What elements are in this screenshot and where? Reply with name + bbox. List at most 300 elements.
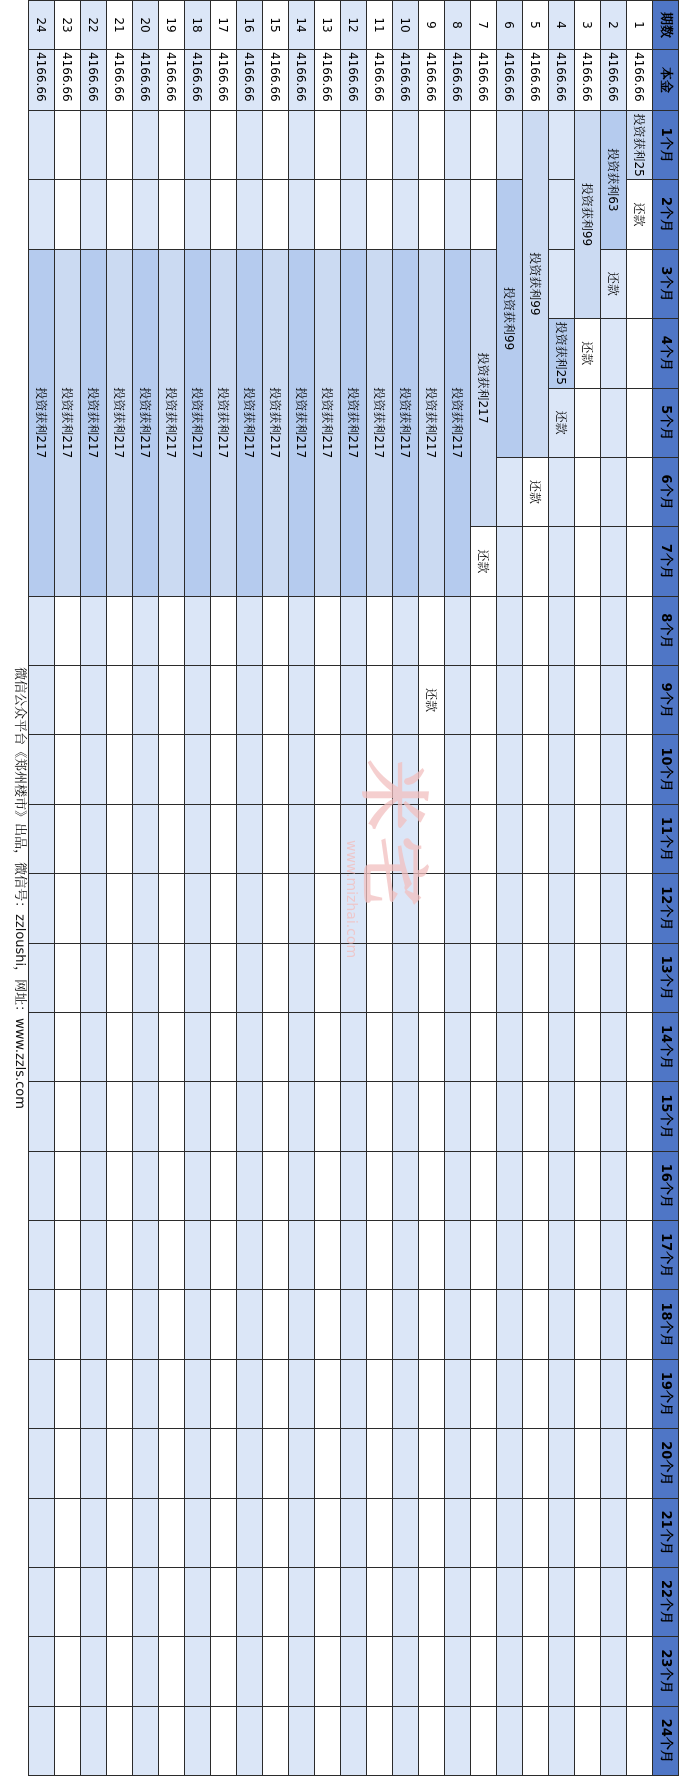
empty-cell [601,735,627,804]
empty-cell [393,1637,419,1706]
empty-cell [575,1290,601,1359]
invest-profit-cell: 投资获利63 [601,111,627,250]
empty-cell [133,735,159,804]
invest-profit-cell: 投资获利99 [575,111,601,319]
empty-cell [601,1290,627,1359]
empty-cell [601,1498,627,1567]
empty-cell [81,874,107,943]
empty-cell [55,804,81,873]
empty-cell [497,111,523,180]
empty-cell [627,249,653,318]
empty-cell [55,1151,81,1220]
invest-profit-cell: 投资获利217 [289,249,315,596]
empty-cell [315,874,341,943]
empty-cell [575,1082,601,1151]
invest-profit-cell: 投资获利217 [211,249,237,596]
empty-cell [549,457,575,526]
empty-cell [549,666,575,735]
table-row [211,1,237,1776]
principal-cell: 4166.66 [445,50,471,111]
period-cell: 18 [185,1,211,50]
empty-cell [237,874,263,943]
empty-cell [523,874,549,943]
empty-cell [601,319,627,388]
empty-cell [263,874,289,943]
principal-cell: 4166.66 [419,50,445,111]
empty-cell [55,1706,81,1775]
table-row [107,1,133,1776]
table-row [185,1,211,1776]
invest-profit-cell: 投资获利99 [497,180,523,458]
empty-cell [159,180,185,249]
empty-cell [549,1290,575,1359]
table-row [133,1,159,1776]
empty-cell [159,735,185,804]
empty-cell [445,1012,471,1081]
empty-cell [575,1498,601,1567]
empty-cell [29,1567,55,1636]
empty-cell [185,1706,211,1775]
empty-cell [159,666,185,735]
empty-cell [55,1290,81,1359]
empty-cell [55,943,81,1012]
empty-cell [575,457,601,526]
empty-cell [81,943,107,1012]
empty-cell [237,180,263,249]
table-row [263,1,289,1776]
table-row [81,1,107,1776]
empty-cell [289,596,315,665]
empty-cell [523,1012,549,1081]
empty-cell [601,596,627,665]
invest-profit-cell: 投资获利217 [29,249,55,596]
period-cell: 11 [367,1,393,50]
empty-cell [81,596,107,665]
empty-cell [601,1637,627,1706]
empty-cell [367,1082,393,1151]
empty-cell [289,1637,315,1706]
empty-cell [627,1637,653,1706]
empty-cell [237,111,263,180]
empty-cell [289,1429,315,1498]
table-row [497,1,523,1776]
invest-profit-cell: 投资获利217 [107,249,133,596]
empty-cell [133,1221,159,1290]
empty-cell [55,1221,81,1290]
empty-cell [367,1151,393,1220]
empty-cell [237,1498,263,1567]
empty-cell [237,1429,263,1498]
empty-cell [419,1359,445,1428]
empty-cell [133,874,159,943]
empty-cell [263,1429,289,1498]
empty-cell [263,1567,289,1636]
empty-cell [237,1637,263,1706]
empty-cell [107,1498,133,1567]
principal-cell: 4166.66 [81,50,107,111]
empty-cell [263,1151,289,1220]
empty-cell [315,1082,341,1151]
period-header: 期数 [653,1,679,50]
empty-cell [341,1082,367,1151]
empty-cell [419,943,445,1012]
empty-cell [315,1359,341,1428]
table-row [549,1,575,1776]
empty-cell [55,596,81,665]
empty-cell [55,1637,81,1706]
empty-cell [575,1567,601,1636]
empty-cell [29,804,55,873]
table-row [627,1,653,1776]
empty-cell [523,596,549,665]
invest-profit-cell: 投资获利217 [419,249,445,596]
empty-cell [549,249,575,318]
empty-cell [159,804,185,873]
empty-cell [627,596,653,665]
empty-cell [367,1706,393,1775]
empty-cell [471,1567,497,1636]
empty-cell [627,527,653,596]
empty-cell [393,1082,419,1151]
empty-cell [601,1082,627,1151]
empty-cell [133,1082,159,1151]
principal-cell: 4166.66 [471,50,497,111]
empty-cell [185,1498,211,1567]
empty-cell [601,388,627,457]
empty-cell [55,1012,81,1081]
empty-cell [497,527,523,596]
empty-cell [523,1151,549,1220]
invest-profit-cell: 投资获利217 [471,249,497,527]
empty-cell [393,1151,419,1220]
invest-profit-cell: 投资获利217 [263,249,289,596]
empty-cell [237,666,263,735]
empty-cell [159,1567,185,1636]
month-header: 2个月 [653,180,679,249]
empty-cell [29,874,55,943]
empty-cell [211,1012,237,1081]
empty-cell [315,735,341,804]
repay-cell: 还款 [523,457,549,526]
table-row [315,1,341,1776]
empty-cell [81,1082,107,1151]
empty-cell [549,943,575,1012]
empty-cell [523,1290,549,1359]
repay-cell: 还款 [471,527,497,596]
empty-cell [523,527,549,596]
empty-cell [29,1359,55,1428]
empty-cell [107,874,133,943]
empty-cell [575,1221,601,1290]
principal-cell: 4166.66 [627,50,653,111]
empty-cell [185,1429,211,1498]
empty-cell [393,180,419,249]
empty-cell [185,804,211,873]
empty-cell [445,943,471,1012]
month-header: 24个月 [653,1706,679,1775]
empty-cell [549,1429,575,1498]
empty-cell [107,943,133,1012]
empty-cell [107,666,133,735]
empty-cell [133,1498,159,1567]
empty-cell [419,1429,445,1498]
empty-cell [497,804,523,873]
empty-cell [263,1290,289,1359]
empty-cell [29,1498,55,1567]
principal-cell: 4166.66 [211,50,237,111]
empty-cell [471,804,497,873]
empty-cell [55,180,81,249]
empty-cell [159,1498,185,1567]
empty-cell [601,804,627,873]
invest-profit-cell: 投资获利217 [445,249,471,596]
empty-cell [289,874,315,943]
empty-cell [315,596,341,665]
empty-cell [55,1429,81,1498]
empty-cell [159,1290,185,1359]
period-cell: 23 [55,1,81,50]
watermark-url: www.mizhai.com [343,840,359,959]
empty-cell [575,666,601,735]
empty-cell [523,1359,549,1428]
empty-cell [81,735,107,804]
empty-cell [549,1082,575,1151]
empty-cell [211,111,237,180]
principal-cell: 4166.66 [341,50,367,111]
empty-cell [627,1567,653,1636]
empty-cell [263,1637,289,1706]
empty-cell [445,111,471,180]
empty-cell [263,735,289,804]
empty-cell [81,1012,107,1081]
empty-cell [289,1012,315,1081]
month-header: 15个月 [653,1082,679,1151]
period-cell: 7 [471,1,497,50]
empty-cell [523,1221,549,1290]
principal-cell: 4166.66 [107,50,133,111]
empty-cell [445,180,471,249]
period-cell: 12 [341,1,367,50]
invest-profit-cell: 投资获利99 [523,111,549,458]
empty-cell [29,111,55,180]
empty-cell [211,666,237,735]
watermark-logo: 米宅 [352,760,434,912]
table-header-row [653,1,679,1776]
empty-cell [55,735,81,804]
empty-cell [523,804,549,873]
empty-cell [263,1359,289,1428]
principal-cell: 4166.66 [315,50,341,111]
empty-cell [523,1498,549,1567]
empty-cell [185,596,211,665]
empty-cell [549,1498,575,1567]
month-header: 11个月 [653,804,679,873]
empty-cell [497,1567,523,1636]
month-header: 18个月 [653,1290,679,1359]
empty-cell [133,596,159,665]
empty-cell [575,1359,601,1428]
empty-cell [627,457,653,526]
invest-profit-cell: 投资获利25 [627,111,653,180]
empty-cell [263,666,289,735]
empty-cell [471,666,497,735]
empty-cell [419,1567,445,1636]
empty-cell [237,1151,263,1220]
empty-cell [185,1151,211,1220]
empty-cell [367,1567,393,1636]
month-header: 13个月 [653,943,679,1012]
empty-cell [393,943,419,1012]
invest-profit-cell: 投资获利217 [185,249,211,596]
empty-cell [393,1012,419,1081]
empty-cell [185,1637,211,1706]
empty-cell [159,1012,185,1081]
empty-cell [523,943,549,1012]
empty-cell [211,1706,237,1775]
empty-cell [55,666,81,735]
empty-cell [107,1290,133,1359]
period-cell: 1 [627,1,653,50]
empty-cell [627,1221,653,1290]
empty-cell [29,1637,55,1706]
empty-cell [55,111,81,180]
empty-cell [185,874,211,943]
empty-cell [341,1637,367,1706]
empty-cell [393,1498,419,1567]
empty-cell [471,1012,497,1081]
empty-cell [107,180,133,249]
empty-cell [185,111,211,180]
empty-cell [55,1567,81,1636]
empty-cell [289,1151,315,1220]
empty-cell [133,1637,159,1706]
empty-cell [627,666,653,735]
empty-cell [601,666,627,735]
empty-cell [471,1151,497,1220]
empty-cell [341,1012,367,1081]
empty-cell [471,180,497,249]
empty-cell [627,1498,653,1567]
empty-cell [29,1151,55,1220]
principal-header: 本金 [653,50,679,111]
month-header: 1个月 [653,111,679,180]
empty-cell [523,1567,549,1636]
empty-cell [471,1637,497,1706]
empty-cell [419,1637,445,1706]
empty-cell [575,527,601,596]
empty-cell [315,1290,341,1359]
invest-profit-cell: 投资获利217 [81,249,107,596]
table-row [289,1,315,1776]
empty-cell [575,943,601,1012]
month-header: 7个月 [653,527,679,596]
empty-cell [237,1082,263,1151]
empty-cell [315,1429,341,1498]
empty-cell [29,1082,55,1151]
empty-cell [497,1359,523,1428]
empty-cell [549,596,575,665]
empty-cell [289,666,315,735]
empty-cell [471,1429,497,1498]
empty-cell [263,1012,289,1081]
empty-cell [445,596,471,665]
period-cell: 15 [263,1,289,50]
empty-cell [419,1221,445,1290]
month-header: 5个月 [653,388,679,457]
empty-cell [393,1221,419,1290]
empty-cell [549,527,575,596]
schedule-body [29,1,653,1776]
empty-cell [341,111,367,180]
period-cell: 2 [601,1,627,50]
empty-cell [367,1221,393,1290]
empty-cell [367,1290,393,1359]
table-row [55,1,81,1776]
principal-cell: 4166.66 [367,50,393,111]
empty-cell [237,1567,263,1636]
empty-cell [575,1012,601,1081]
empty-cell [263,111,289,180]
empty-cell [289,180,315,249]
empty-cell [263,1221,289,1290]
table-row [523,1,549,1776]
month-header: 10个月 [653,735,679,804]
empty-cell [393,111,419,180]
empty-cell [55,1359,81,1428]
empty-cell [237,1359,263,1428]
empty-cell [367,111,393,180]
empty-cell [627,874,653,943]
empty-cell [549,1706,575,1775]
empty-cell [523,1706,549,1775]
month-header: 4个月 [653,319,679,388]
table-row [29,1,55,1776]
empty-cell [419,180,445,249]
empty-cell [575,874,601,943]
empty-cell [315,1706,341,1775]
empty-cell [601,527,627,596]
empty-cell [133,1429,159,1498]
empty-cell [185,735,211,804]
month-header: 12个月 [653,874,679,943]
empty-cell [81,804,107,873]
empty-cell [601,943,627,1012]
empty-cell [107,1706,133,1775]
empty-cell [549,1359,575,1428]
empty-cell [341,1151,367,1220]
empty-cell [159,596,185,665]
empty-cell [159,1151,185,1220]
empty-cell [81,180,107,249]
empty-cell [237,804,263,873]
empty-cell [497,1498,523,1567]
empty-cell [367,1429,393,1498]
empty-cell [315,1151,341,1220]
empty-cell [549,1637,575,1706]
empty-cell [29,1012,55,1081]
empty-cell [289,1359,315,1428]
empty-cell [29,1706,55,1775]
empty-cell [159,1429,185,1498]
empty-cell [107,1637,133,1706]
empty-cell [133,1359,159,1428]
empty-cell [107,804,133,873]
empty-cell [601,1151,627,1220]
empty-cell [497,1429,523,1498]
empty-cell [445,1290,471,1359]
empty-cell [55,1082,81,1151]
empty-cell [393,1359,419,1428]
